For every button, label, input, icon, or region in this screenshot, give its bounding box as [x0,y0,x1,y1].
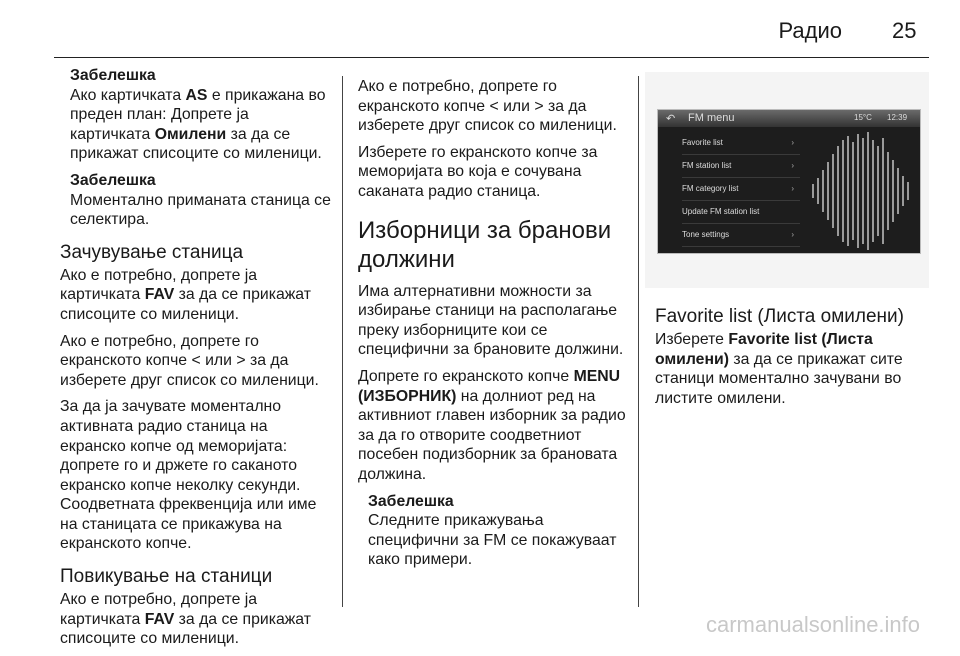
menu-item-tone-settings[interactable]: Tone settings › [682,224,800,247]
note-as [60,66,332,164]
heading-band-menus: Изборници за бранови должини [358,216,612,273]
column-divider-2 [638,76,639,607]
fm-menu-list [682,132,800,247]
menu-item-favorite-list[interactable]: Favorite list › [682,132,800,155]
page-title: Радио [778,18,842,43]
note-fm-examples [358,492,630,570]
paragraph: Допрете го екранското копче MENU (ИЗБОРНИК) на долниот ред на активниот главен изборник за радио за да го отворите соодветниот посебен подизборник за брановата должина. [358,367,626,483]
chevron-right-icon: › [791,230,794,239]
heading-save-station: Зачувување станица [60,241,244,263]
temperature: 15°C [854,113,872,122]
infotainment-screen [657,109,921,254]
column-divider-1 [342,76,343,607]
note-heading: Забелешка [70,171,156,189]
paragraph: Ако е потребно, допрете го екранското копче < или > за да изберете друг список со миленици. [358,78,617,135]
paragraph: Изберете го екранското копче за меморијата во која е сочувана саканата радио станица. [358,143,598,200]
note-text: Следните прикажувања специфични за FM се покажуваат како примери. [368,512,617,569]
paragraph: За да ја зачувате моментално активната радио станица на екранско копче од меморијата: допрете го и држете го саканото екранско копче неколку секунди. Соодветната фреквенција или име на станицата се прикажува на екранското копче. [60,398,317,553]
waveform-graphic [808,132,916,250]
paragraph: Ако е потребно, допрете ја картичката FAV за да се прикажат списоците со миленици. [60,266,311,323]
column-3 [655,306,927,415]
menu-item-update-fm-station-list[interactable]: Update FM station list [682,201,800,224]
header-rule [54,57,929,58]
screen-title: FM menu [688,112,735,124]
column-2 [358,77,630,577]
fm-menu-screenshot [645,72,929,288]
chevron-right-icon: › [791,184,794,193]
note-text: Моментално приманата станица се селектира. [70,191,331,229]
paragraph: Ако е потребно, допрете ја картичката FAV за да се прикажат списоците со миленици. [60,591,311,648]
menu-item-fm-station-list[interactable]: FM station list › [682,155,800,178]
watermark: carmanualsonline.info [706,612,921,637]
clock: 12:39 [887,113,908,122]
menu-item-fm-category-list[interactable]: FM category list › [682,178,800,201]
chevron-right-icon: › [791,161,794,170]
paragraph: Ако е потребно, допрете го екранското копче < или > за да изберете друг список со миленици. [60,332,319,389]
heading-favorite-list: Favorite list (Листа омилени) [655,306,904,327]
note-heading: Забелешка [368,492,454,510]
screen-top-bar [658,110,920,127]
paragraph: Изберете Favorite list (Листа омилени) за да се прикажат сите станици моментално зачувани во листите омилени. [655,331,903,407]
page-number: 25 [892,18,917,43]
back-arrow-icon[interactable]: ↶ [666,113,676,125]
note-current-station [60,171,332,230]
column-1 [60,66,332,656]
paragraph: Има алтернативни можности за избирање станици на располагање преку изборниците кои се специфични за брановите должини. [358,282,624,359]
chevron-right-icon: › [791,138,794,147]
heading-recall-stations: Повикување на станици [60,566,273,588]
note-text: Ако картичката AS е прикажана во преден план: Допрете ја картичката Омилени за да се прикажат списоците со миленици. [70,86,326,163]
note-heading: Забелешка [70,67,156,84]
